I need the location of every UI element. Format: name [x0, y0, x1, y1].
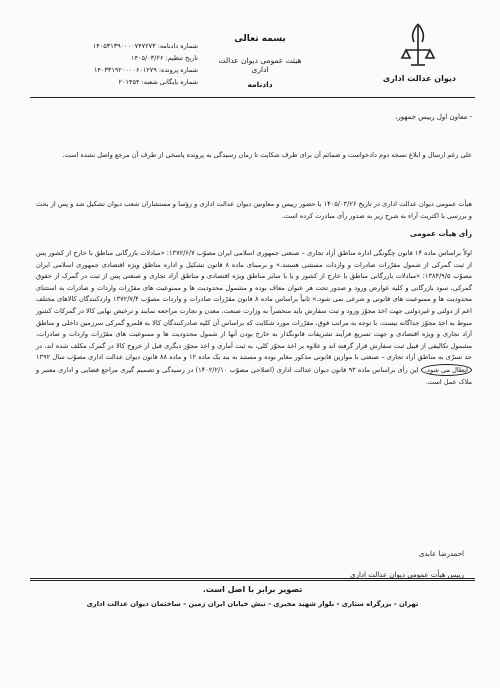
iran-emblem-scales-icon: [398, 20, 438, 68]
footer-divider-thin: [30, 580, 475, 581]
certified-copy-note: تصویر برابر با اصل است.: [202, 585, 303, 594]
header-divider: [30, 97, 475, 98]
meta-case-number: شماره پرونده: ۱۴۰۳۳۱۹۲۰۰۰۰۶۰۱۲۷۹: [93, 66, 198, 74]
signature-block: [204, 548, 464, 582]
signer-title: رییس هیأت عمومی دیوان عدالت اداری: [350, 571, 464, 579]
circled-annulment: ابطال می شود.: [421, 364, 472, 376]
footer-divider: [30, 578, 475, 579]
recipient-line: - معاون اول رییس جمهور،: [395, 113, 472, 121]
meta-date: تاریخ تنظیم: ۱۴۰۵/۰۳/۲۶: [131, 54, 198, 62]
ruling-heading: رأی هیأت عمومی: [410, 229, 472, 239]
letterhead: [0, 12, 500, 92]
meta-archive-number: شماره بایگانی شعبه: ۲۰۱۴۵۴: [118, 78, 198, 86]
court-address: تهران - بزرگراه ستاری - بلوار شهید مخبری - نبش خیابان ایران زمین - ساختمان دیوان عدالت اداری: [86, 600, 419, 608]
document-metadata: [48, 40, 198, 88]
ruling-text-main: اولاً براساس ماده ۱۴ قانون چگونگی اداره مناطق آزاد تجاری – صنعتی جمهوری اسلامی ایران مصوّب ۱۳۷۲/۶/۷: «مبادلات بازرگانی مناطق با خارج از کشور پس از ثبت گمرکی از شمول مقرّرات صادرات و واردات مستثنی هستند.» و برمبنای ماده ۸ قانون تشکیل و اداره مناطق ویژه اقتصادی جمهوری اسلامی ایران مصوّب ۱۳۸۴/۹/۵: «مبادلات بازرگانی مناطق با خارج از کشور و یا با سایر مناطق ویژه اقتصادی و مناطق آزاد تجاری و صنعتی پس از ثبت در گمرک از حقوق گمرکی، سود بازرگانی و کلیه عوارض ورود و صدور تحت هر عنوان معاف بوده و مشمول محدودیت ها و ممنوعیت های مقرّرات واردات و صادرات به استثنای محدودیت ها و ممنوعیت های قانونی و شرعی نمی شود.» ثانیاً براساس ماده ۸ قانون مقرّرات صادرات و واردات مصوّب ۱۳۷۲/۷/۴ واردکنندگان کالاهای مختلف اعم از دولتی و غیردولتی جهت اخذ مجوّز ورود و ثبت سفارش باید منحصراً به وزارت صنعت، معدن و تجارت مراجعه نمایند و ترخیص نهایی کالا در گمرکات کشور منوط به اخذ مجوّز جداگانه نیست. با توجه به مراتب فوق، مقرّرات مورد شکایت که براساس آن کلیه صادرکنندگان کالا به قلمرو گمرکی سرزمین داخلی و مناطق آزاد تجاری و ویژه اقتصادی و جهت تسریع فرآیند تشریفات قانونگذار به خارج بودن آنها از شمول محدودیت ها و ممنوعیت های مقرّرات واردات و صادرات، مشمول تکالیفی از قبیل ثبت سفارش قرار گرفته اند و علاوه بر اخذ مجوّز کلی، به ثبت آماری و اخذ مجوّز دیگری قبل از خروج کالا در گمرک مکلف شده اند، در حد تسرّی به مناطق آزاد تجاری – صنعتی با موازین قانونی مذکور مغایر بوده و مستند به بند یک ماده ۱۲ و ماده ۸۸ قانون دیوان عدالت اداری مصوّب سال ۱۳۹۲: [36, 248, 473, 362]
paragraph-no-response: علی رغم ارسال و ابلاغ نسخه دوم دادخواست و ضمائم آن برای طرف شکایت تا زمان رسیدگی به پرونده پاسخی از طرف آن مرجع واصل نشده است.: [62, 150, 472, 159]
ruling-text-closing: این رأی براساس ماده ۹۳ قانون دیوان عدالت اداری (اصلاحی مصوّب ۱۴۰۲/۲/۱۰) در رسیدگی و تصمیم گیری مراجع قضایی و اداری معتبر و ملاک عمل است.: [36, 365, 472, 386]
meta-verdict-number: شماره دادنامه: ۱۴۰۵۳۱۳۹۰۰۰۰۷۴۷۲۷۳: [92, 42, 198, 50]
doc-type: دادنامه: [247, 80, 273, 89]
document-body: [36, 112, 472, 388]
paragraph-session: هیأت عمومی دیوان عدالت اداری در تاریخ ۱۴۰۵/۰۳/۲۶ با حضور رییس و معاونین دیوان عدالت اداری و رؤسا و مستشاران شعب دیوان تشکیل شد و پس از بحث و بررسی با اکثریت آراء به شرح زیر به صدور رأی مبادرت کرده است.: [36, 200, 472, 220]
footer: [30, 585, 475, 608]
board-name: هیئت عمومی دیوان عدالت اداری: [218, 56, 302, 74]
bismillah: بسمه تعالی: [234, 34, 286, 44]
signer-name: احمدرضا عابدی: [418, 550, 464, 558]
document-title-block: [215, 34, 305, 89]
court-name: دیوان عدالت اداری: [382, 74, 456, 83]
ruling-text: [36, 248, 472, 388]
